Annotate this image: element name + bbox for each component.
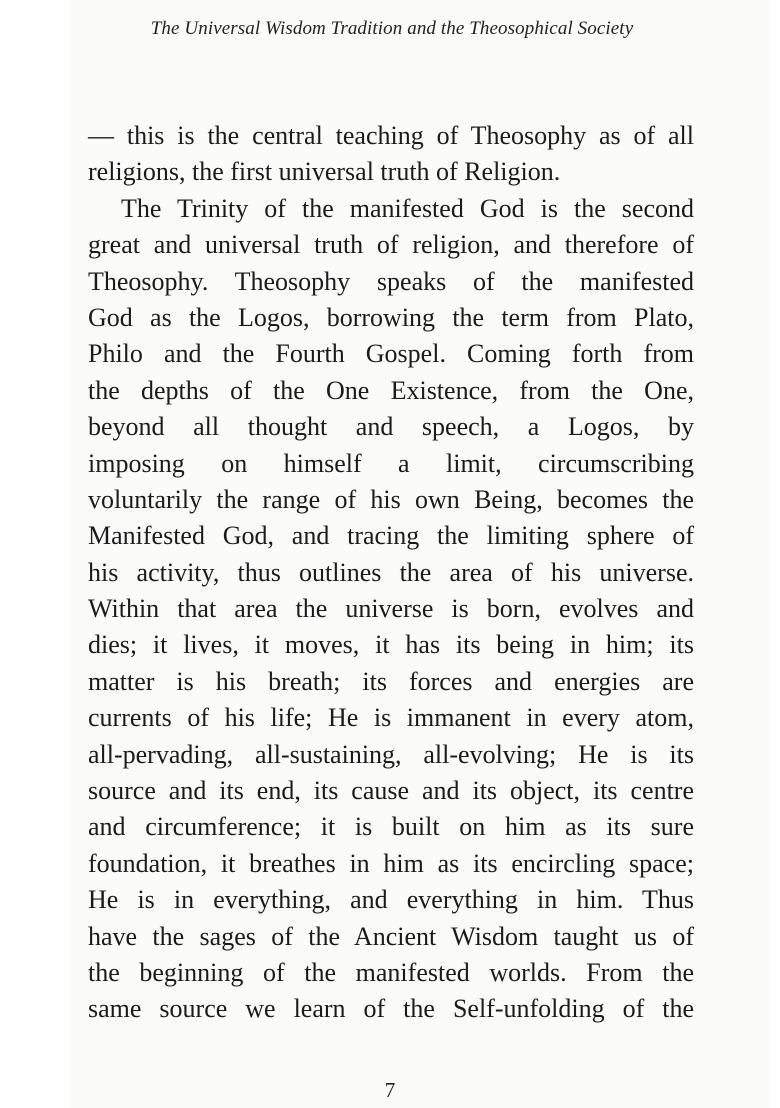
text-line-15: dies; it lives, it moves, it has its being in him; its [88,630,694,660]
text-line-23: have the sages of the Ancient Wisdom taught us of [88,921,694,951]
text-line-25: same source we learn of the Self-unfolding of the [88,994,694,1024]
text-line-14: Within that area the universe is born, evolves and [88,594,694,624]
text-line-24: the beginning of the manifested worlds. From the [88,957,694,987]
text-line-21: foundation, it breathes in him as its encircling space; [88,848,694,878]
text-line-3: The Trinity of the manifested God is the second [121,193,694,223]
text-line-7: Philo and the Fourth Gospel. Coming forth from [88,339,694,369]
page-number: 7 [384,1078,396,1102]
text-line-9: beyond all thought and speech, a Logos, by [88,412,694,442]
body-text [88,118,694,1028]
text-line-5: Theosophy. Theosophy speaks of the manifested [88,266,694,296]
text-line-19: source and its end, its cause and its object, its centre [88,776,694,806]
text-line-6: God as the Logos, borrowing the term from Plato, [88,302,694,332]
text-line-22: He is in everything, and everything in him. Thus [88,885,694,915]
text-line-16: matter is his breath; its forces and energies are [88,666,694,696]
running-head: The Universal Wisdom Tradition and the Theosophical Society [150,18,634,39]
text-line-12: Manifested God, and tracing the limiting sphere of [88,521,694,551]
text-line-10: imposing on himself a limit, circumscribing [88,448,694,478]
text-line-17: currents of his life; He is immanent in every atom, [88,703,694,733]
text-line-4: great and universal truth of religion, and therefore of [88,230,694,260]
text-line-11: voluntarily the range of his own Being, becomes the [88,484,694,514]
text-line-8: the depths of the One Existence, from the One, [88,375,694,405]
text-line-1: — this is the central teaching of Theosophy as of all [88,121,694,150]
text-line-13: his activity, thus outlines the area of his universe. [88,557,694,587]
text-line-2: religions, the first universal truth of Religion. [88,157,561,187]
text-line-18: all-pervading, all-sustaining, all-evolving; He is its [88,739,694,769]
text-line-20: and circumference; it is built on him as its sure [88,812,694,842]
